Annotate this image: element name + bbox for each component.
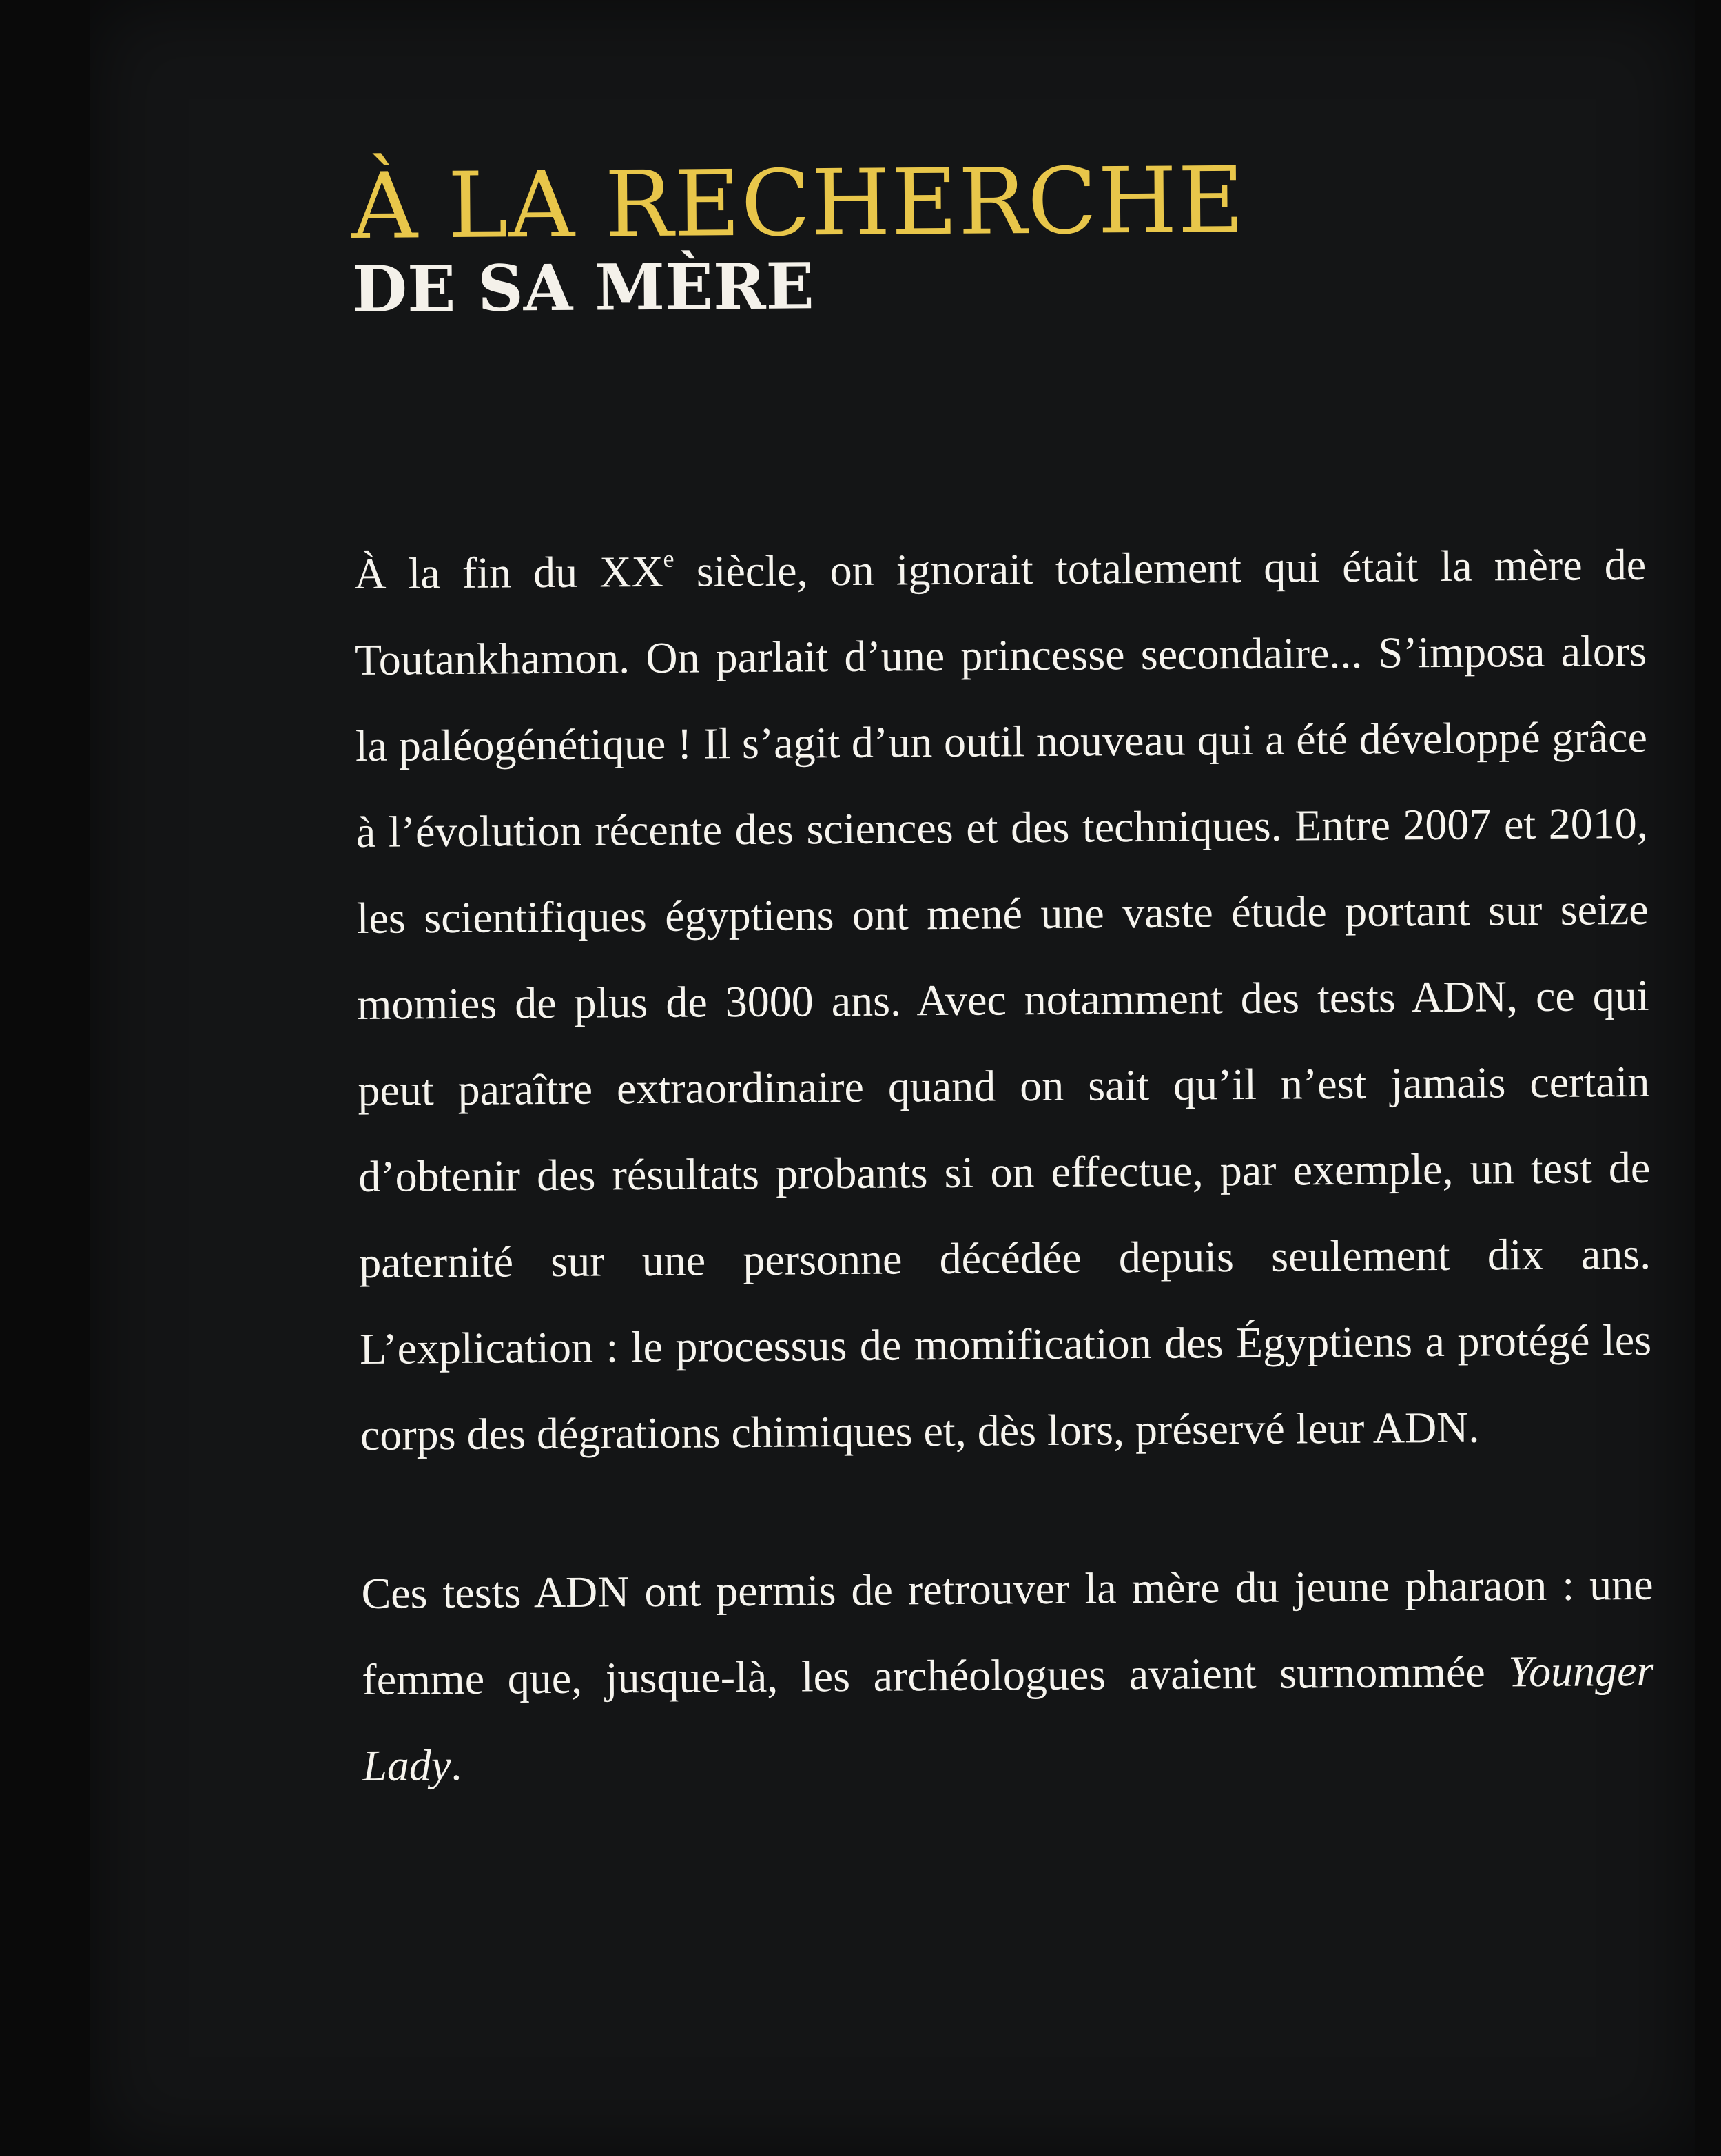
exhibition-panel	[90, 0, 1695, 2156]
paragraph-2-end: .	[451, 1740, 462, 1790]
paragraph-1-body: siècle, on ignorait totalement qui était la mère de Toutankhamon. On parlait d’une princesse secondaire... S’imposa alors la paléogénétique ! Il s’agit d’un outil nouveau qui a été développé grâce à l’évolution récente des sciences et des techniques. Entre 2007 et 2010, les scientifiques égyptiens ont mené une vaste étude portant sur seize momies de plus de 3000 ans. Avec notamment des tests ADN, ce qui peut paraître extraordinaire quand on sait qu’il n’est jamais certain d’obtenir des résultats probants si on effectue, par exemple, un test de paternité sur une personne décédée depuis seulement dix ans. L’explication : le processus de momification des Égyptiens a protégé les corps des dégrations chimiques et, dès lors, préservé leur ADN.	[354, 540, 1652, 1459]
panel-text-block	[351, 147, 1655, 1809]
panel-title: À LA RECHERCHE	[351, 147, 1246, 260]
panel-subtitle: DE SA MÈRE	[351, 249, 815, 327]
paragraph-2-body: Ces tests ADN ont permis de retrouver la mère du jeune pharaon : une femme que, jusque-là, les archéologues avaient surnommée	[361, 1559, 1653, 1704]
mummy-nickname: Younger Lady	[362, 1645, 1654, 1790]
body-paragraph-1	[354, 522, 1653, 1478]
body-paragraph-2	[361, 1541, 1655, 1809]
paragraph-1-lead: À la fin du XX	[353, 546, 663, 598]
century-ordinal: e	[663, 544, 674, 573]
